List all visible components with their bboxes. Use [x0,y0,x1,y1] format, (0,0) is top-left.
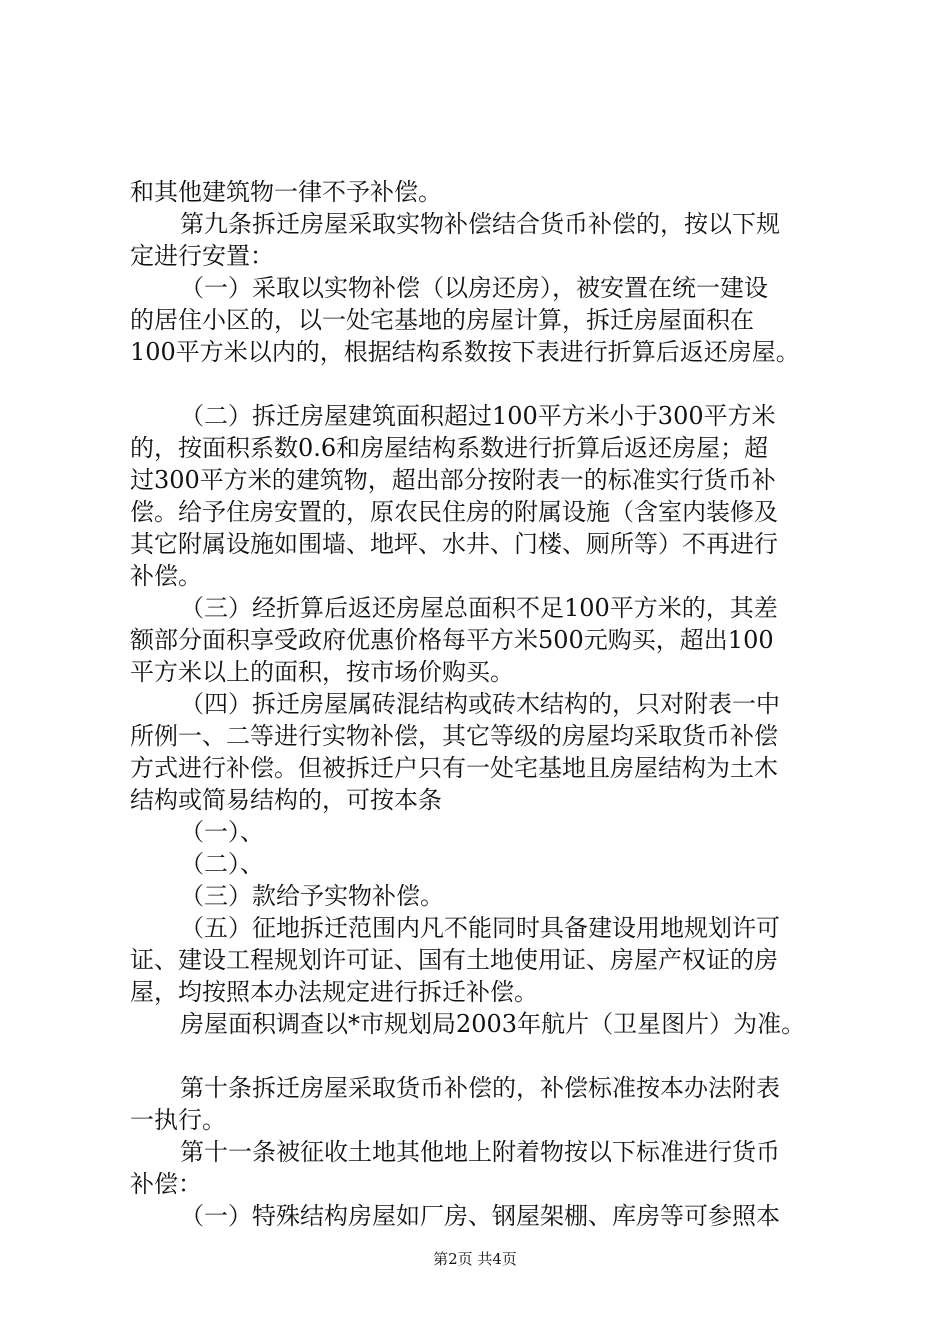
text-line: （三）经折算后返还房屋总面积不足100平方米的，其差 [180,594,778,622]
text-line: （二）、 [180,850,264,878]
text-line: （四）拆迁房屋属砖混结构或砖木结构的，只对附表一中 [180,690,780,718]
text-line: 方式进行补偿。但被拆迁户只有一处宅基地且房屋结构为土木 [130,754,778,782]
text-line: 过300平方米的建筑物，超出部分按附表一的标准实行货币补 [130,466,776,494]
page-number-footer: 第2页 共4页 [433,1250,517,1268]
text-line: 所例一、二等进行实物补偿，其它等级的房屋均采取货币补偿 [130,722,778,750]
text-line: 补偿： [130,1170,202,1198]
text-line: 第十条拆迁房屋采取货币补偿的，补偿标准按本办法附表 [180,1074,780,1102]
text-line: （二）拆迁房屋建筑面积超过100平方米小于300平方米 [180,402,776,430]
text-line: 屋，均按照本办法规定进行拆迁补偿。 [130,978,538,1006]
text-line: 的，按面积系数0.6和房屋结构系数进行折算后返还房屋；超 [130,434,769,462]
text-line: 平方米以上的面积，按市场价购买。 [130,658,514,686]
text-line: 额部分面积享受政府优惠价格每平方米500元购买，超出100 [130,626,774,654]
text-line: 100平方米以内的，根据结构系数按下表进行折算后返还房屋。 [130,338,800,366]
text-line: 的居住小区的，以一处宅基地的房屋计算，拆迁房屋面积在 [130,306,754,334]
text-line: 补偿。 [130,562,202,590]
text-line: 和其他建筑物一律不予补偿。 [130,178,442,206]
text-line: 偿。给予住房安置的，原农民住房的附属设施（含室内装修及 [130,498,778,526]
text-line: （五）征地拆迁范围内凡不能同时具备建设用地规划许可 [180,914,780,942]
text-line: （三）款给予实物补偿。 [180,882,444,910]
text-line: 房屋面积调查以*市规划局2003年航片（卫星图片）为准。 [180,1010,806,1038]
text-line: 第九条拆迁房屋采取实物补偿结合货币补偿的，按以下规 [180,210,780,238]
text-line: 结构或简易结构的，可按本条 [130,786,442,814]
text-line: 定进行安置： [130,242,274,270]
text-line: （一）、 [180,818,264,846]
text-line: 一执行。 [130,1106,226,1134]
text-line: （一）采取以实物补偿（以房还房），被安置在统一建设 [180,274,768,302]
text-line: 其它附属设施如围墙、地坪、水井、门楼、厕所等）不再进行 [130,530,778,558]
text-line: 第十一条被征收土地其他地上附着物按以下标准进行货币 [180,1138,780,1166]
text-line: 证、建设工程规划许可证、国有土地使用证、房屋产权证的房 [130,946,778,974]
text-line: （一）特殊结构房屋如厂房、钢屋架棚、库房等可参照本 [180,1202,780,1230]
